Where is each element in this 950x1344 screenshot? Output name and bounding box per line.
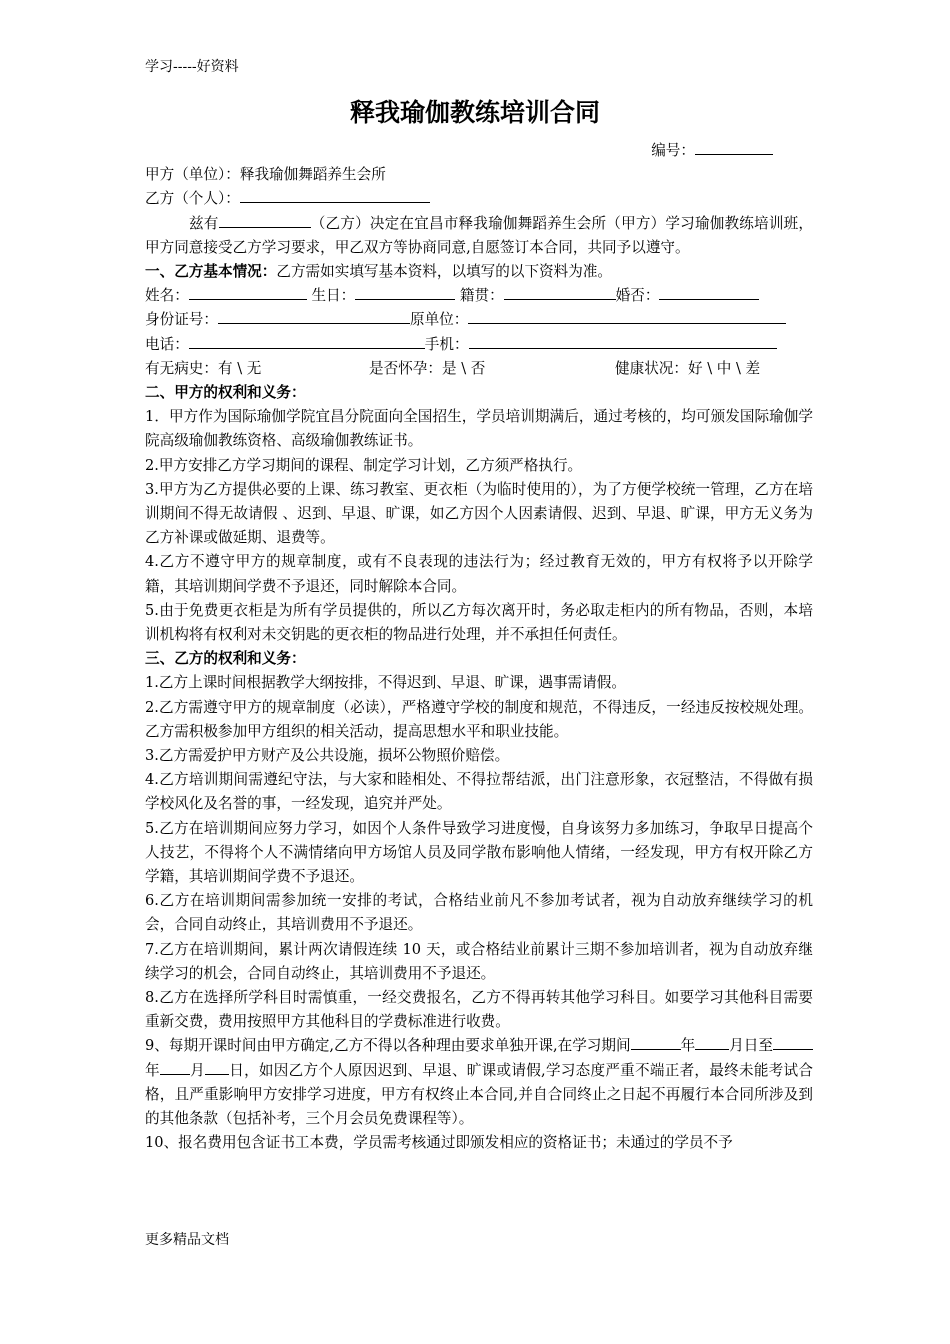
mobile-label: 手机： [424,335,469,353]
basic-info-row-1 [145,284,813,308]
section2-item-1: 1．甲方作为国际瑜伽学院宜昌分院面向全国招生，学员培训期满后，通过考核的，均可颁发国际瑜伽学院高级瑜伽教练资格、高级瑜伽教练证书。 [145,408,813,450]
section3-item-10: 10、报名费用包含证书工本费，学员需考核通过即颁发相应的资格证书；未通过的学员不予 [145,1134,733,1152]
item9-year-2: 年 [145,1061,160,1079]
section3-item-5: 5.乙方在培训期间应努力学习，如因个人条件导致学习进度慢，自身该努力多加练习，争取早日提高个人技艺，不得将个人不满情绪向甲方场馆人员及同学散布影响他人情绪，一经发现，甲方有权开除乙方学籍，其培训期间学费不予退还。 [145,819,813,885]
phone-label: 电话： [145,335,189,353]
item9-rest: ，如因乙方个人原因迟到、早退、旷课或请假,学习态度严重不端正者，最终未能考试合格，且严重影响甲方安排学习进度，甲方有权终止本合同,并自合同终止之日起不再履行本合同所涉及到的其他条款（包括补考，三个月会员免费课程等）。 [145,1061,813,1127]
birthday-label: 生日： [311,287,356,305]
party-b-blank [240,188,430,203]
item9-month-2: 月 [189,1061,205,1079]
intro-prefix: 兹有 [189,214,219,232]
intro-paragraph [145,212,813,260]
section3-item-7: 7.乙方在培训期间，累计两次请假连续 10 天，或合格结业前累计三期不参加培训者，视为自动放弃继续学习的机会，合同自动终止，其培训费用不予退还。 [145,940,813,982]
item9-year-1: 年 [680,1037,696,1055]
section2-item-2: 2.甲方安排乙方学习期间的课程、制定学习计划，乙方须严格执行。 [145,456,583,474]
number-row [145,139,813,163]
section3-item-3: 3.乙方需爱护甲方财产及公共设施，损坏公物照价赔偿。 [145,746,510,764]
item9-month-1: 月 [729,1037,744,1055]
section2-title: 二、甲方的权利和义务： [145,383,306,401]
section1-title: 一、乙方基本情况： [145,262,277,280]
item9-year-blank-1 [631,1035,681,1050]
section1-heading [145,260,813,284]
phone-blank [189,334,425,349]
marital-blank [659,285,759,300]
section3-item-8: 8.乙方在选择所学科目时需慎重，一经交费报名，乙方不得再转其他学习科目。如要学习其他科目需要重新交费，费用按照甲方其他科目的学费标准进行收费。 [145,988,813,1031]
header-note: 学习-----好资料 [145,59,239,75]
item9-day-to: 日至 [743,1037,773,1055]
intro-blank [219,213,311,228]
contract-body [145,139,813,1155]
section3-item-2: 2.乙方需遵守甲方的规章制度（必读），严格遵守学校的制度和规范，不得违反，一经违反按校规处理。乙方需积极参加甲方组织的相关活动，提高思想水平和职业技能。 [145,698,813,740]
former-unit-blank [468,309,786,324]
health: 健康状况：好 \ 中 \ 差 [615,359,761,377]
section3-item-1: 1.乙方上课时间根据教学大纲按排，不得迟到、早退、旷课，遇事需请假。 [145,674,626,692]
party-a: 甲方（单位）：释我瑜伽舞蹈养生会所 [145,166,386,184]
item9-day-blank [205,1060,229,1075]
item9-year-blank-2 [773,1035,813,1050]
section1-desc: 乙方需如实填写基本资料，以填写的以下资料为准。 [276,262,613,280]
native-place-label: 籍贯： [459,287,504,305]
number-label: 编号： [651,142,695,159]
section2-item-4: 4.乙方不遵守甲方的规章制度，或有不良表现的违法行为；经过教育无效的，甲方有权将予以开除学籍，其培训期间学费不予退还，同时解除本合同。 [145,553,813,595]
footer-note: 更多精品文档 [145,1232,229,1248]
intro-text: （乙方）决定在宜昌市释我瑜伽舞蹈养生会所（甲方）学习瑜伽教练培训班，甲方同意接受乙方学习要求，甲乙双方等协商同意,自愿签订本合同，共同予以遵守。 [145,214,813,256]
section3-item-4: 4.乙方培训期间需遵纪守法，与大家和睦相处、不得拉帮结派，出门注意形象，衣冠整洁，不得做有损学校风化及名誉的事，一经发现，追究并严处。 [145,771,813,813]
item9-month-blank-1 [695,1035,729,1050]
id-number-blank [218,309,410,324]
marital-label: 婚否： [615,287,660,305]
party-b-label: 乙方（个人）： [145,190,240,208]
name-blank [189,285,307,300]
birthday-blank [355,285,455,300]
basic-info-row-2 [145,308,813,332]
section3-item-6: 6.乙方在培训期间需参加统一安排的考试，合格结业前凡不参加考试者，视为自动放弃继续学习的机会，合同自动终止，其培训费用不予退还。 [145,892,813,934]
name-label: 姓名： [145,287,189,305]
item9-month-blank-2 [160,1060,190,1075]
basic-info-row-4 [145,357,813,381]
pregnant: 是否怀孕：是 \ 否 [369,359,486,377]
contract-title: 释我瑜伽教练培训合同 [349,98,600,127]
number-blank [695,140,773,155]
mobile-blank [469,334,777,349]
section3-title: 三、乙方的权利和义务： [145,650,306,668]
basic-info-row-3 [145,333,813,357]
medical-history: 有无病史：有 \ 无 [145,359,262,377]
item9-prefix: 9、每期开课时间由甲方确定,乙方不得以各种理由要求单独开课,在学习期间 [145,1037,631,1055]
id-number-label: 身份证号： [145,311,218,329]
section2-item-3: 3.甲方为乙方提供必要的上课、练习教室、更衣柜（为临时使用的），为了方便学校统一管理，乙方在培训期间不得无故请假 、迟到、早退、旷课，如乙方因个人因素请假、迟到、早退、旷课，甲方无义务为乙方补课或做延期、退费等。 [145,480,813,547]
item9-day: 日 [228,1061,245,1079]
section2-item-5: 5.由于免费更衣柜是为所有学员提供的，所以乙方每次离开时，务必取走柜内的所有物品，否则，本培训机构将有权利对未交钥匙的更衣柜的物品进行处理，并不承担任何责任。 [145,601,813,643]
section3-item-9 [145,1034,813,1131]
former-unit-label: 原单位： [409,311,469,329]
party-b-row [145,187,813,211]
native-place-blank [504,285,616,300]
